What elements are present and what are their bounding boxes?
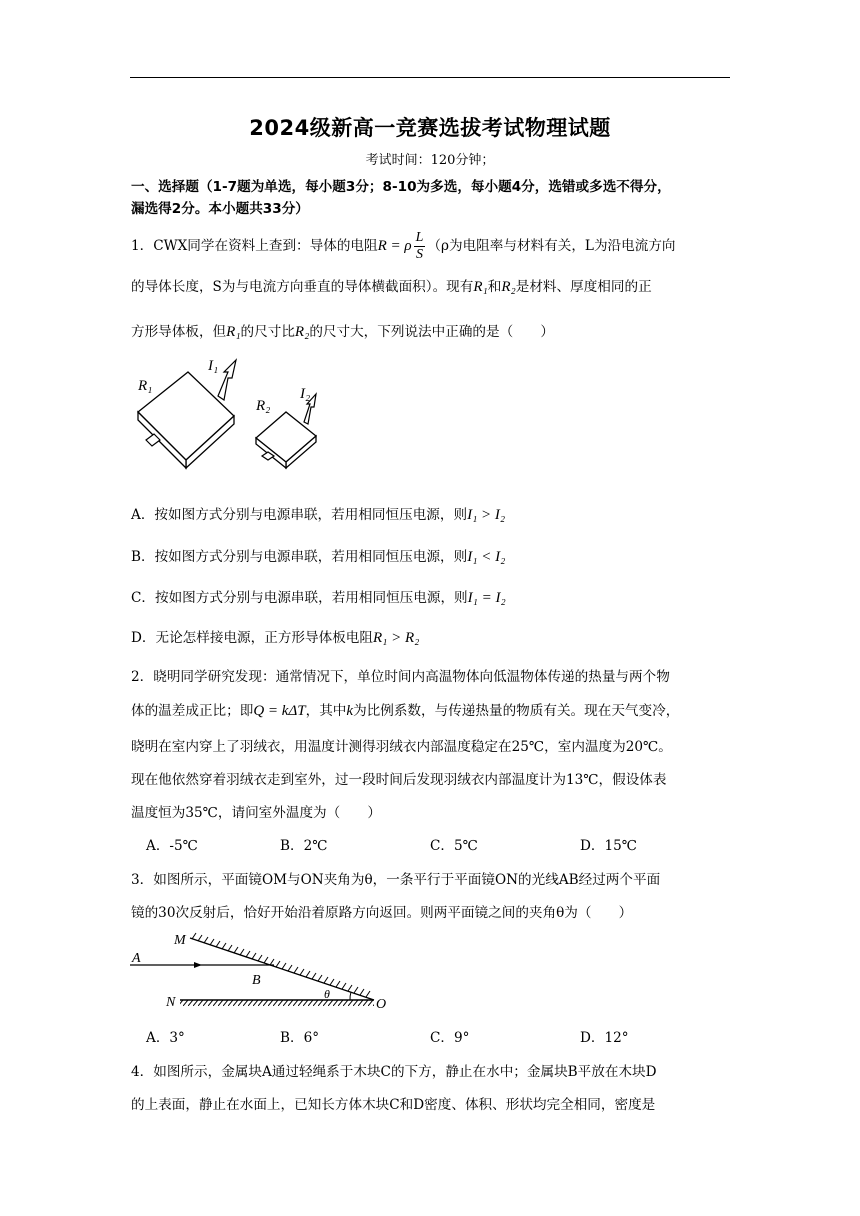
q1-line3-text-b: 的尺寸大，下列说法中正确的是（ ） [309, 324, 554, 340]
q1-line3 [131, 320, 554, 341]
q1-r2-symbol: R₂ [501, 279, 516, 295]
fig-r2-label: R₂ [256, 398, 271, 414]
q3-option-d: D．12° [580, 1030, 629, 1046]
q1-line2-text-a: 的导体长度，S为与电流方向垂直的导体横截面积）。现有 [131, 279, 474, 295]
q3-option-c: C．9° [430, 1030, 470, 1046]
fig-b-label: B [252, 973, 261, 988]
q1-option-a-text: A．按如图方式分别与电源串联，若用相同恒压电源，则 [131, 507, 468, 523]
section-heading-line1: 一、选择题（1-7题为单选，每小题3分；8-10为多选，每小题4分，选错或多选不得分， [131, 179, 671, 195]
q1-line2-text-b: 是材料、厚度相同的正 [515, 279, 652, 295]
q3-option-a: A．3° [146, 1030, 185, 1046]
fig-o-label: O [376, 997, 387, 1012]
ray-arrowhead [194, 962, 202, 968]
q1-line3-mid: 的尺寸比 [240, 324, 295, 340]
q1-option-b [131, 545, 505, 566]
q1-option-d-text: D．无论怎样接电源，正方形导体板电阻 [131, 630, 373, 646]
page-title: 2024级新高一竞赛选拔考试物理试题 [249, 116, 611, 140]
q1-line1 [131, 230, 676, 263]
exam-time: 考试时间：120分钟； [365, 153, 495, 168]
q1-r1-symbol: R₁ [473, 279, 488, 295]
q1-formula-lhs: R = ρ [377, 238, 412, 254]
q2-option-c: C．5℃ [430, 838, 478, 854]
q1-option-d-math: R₁ > R₂ [373, 630, 420, 646]
fig-n-label: N [166, 995, 176, 1010]
r1-plate-top [138, 372, 234, 460]
q1-text-a: 1．CWX同学在资料上查到：导体的电阻 [131, 238, 378, 254]
q1-r2-symbol-2: R₂ [294, 324, 310, 340]
fig-theta-label: θ [324, 987, 330, 1001]
q2-formula: Q = kΔT [253, 703, 306, 719]
q1-figure [128, 352, 328, 472]
q1-option-a-math: I₁ > I₂ [467, 507, 506, 523]
q2-line2-text-a: 体的温差成正比；即 [131, 703, 254, 719]
q2-line2-text-c: 为比例系数，与传递热量的物质有关。现在天气变冷， [353, 703, 680, 719]
q3-figure [128, 928, 398, 1016]
q4-line1: 4．如图所示，金属块A通过轻绳系于木块C的下方，静止在水中；金属块B平放在木块D [131, 1064, 657, 1080]
q4-line2: 的上表面，静止在水面上，已知长方体木块C和D密度、体积、形状均完全相同，密度是 [131, 1097, 656, 1113]
q2-option-d: D．15℃ [580, 838, 637, 854]
q3-option-b: B．6° [280, 1030, 320, 1046]
i1-arrow [218, 360, 236, 400]
fig-i2-label: I₂ [300, 386, 311, 402]
q1-option-a [131, 503, 505, 524]
fig-i1-label: I₁ [208, 358, 219, 374]
q1-option-b-text: B．按如图方式分别与电源串联，若用相同恒压电源，则 [131, 549, 468, 565]
q3-line2: 镜的30次反射后，恰好开始沿着原路方向返回。则两平面镜之间的夹角θ为（ ） [131, 905, 633, 921]
q1-line2 [131, 275, 652, 296]
fig-r1-label: R₁ [138, 378, 153, 394]
q1-option-b-math: I₁ < I₂ [467, 549, 506, 565]
q1-fraction-denominator: S [415, 247, 423, 262]
q2-option-b: B．2℃ [280, 838, 328, 854]
q2-line3: 晓明在室内穿上了羽绒衣，用温度计测得羽绒衣内部温度稳定在25℃，室内温度为20℃。 [131, 739, 672, 755]
fig-m-label: M [174, 933, 186, 948]
q1-r1-symbol-2: R₁ [226, 324, 241, 340]
q2-line5: 温度恒为35℃，请问室外温度为（ ） [131, 805, 382, 821]
q2-line1: 2．晓明同学研究发现：通常情况下，单位时间内高温物体向低温物体传递的热量与两个物 [131, 669, 670, 685]
q3-line1: 3．如图所示，平面镜OM与ON夹角为θ，一条平行于平面镜ON的光线AB经过两个平面 [131, 872, 661, 888]
q2-line2-text-b: ，其中 [305, 703, 347, 719]
q1-text-b: （ρ为电阻率与材料有关，L为沿电流方向 [427, 238, 676, 254]
fig-a-label: A [132, 951, 141, 966]
q1-option-c-math: I₁ = I₂ [467, 590, 506, 606]
q1-option-c [131, 586, 506, 607]
q2-k-symbol: k [346, 703, 354, 719]
q1-line2-mid: 和 [487, 279, 502, 295]
mirror-on-hatching [180, 1000, 374, 1006]
section-heading-line2: 漏选得2分。本小题共33分） [131, 201, 309, 217]
header-rule [130, 77, 730, 78]
theta-arc [350, 992, 351, 1000]
q1-option-c-text: C．按如图方式分别与电源串联，若用相同恒压电源，则 [131, 590, 468, 606]
q1-fraction-numerator: L [415, 230, 424, 245]
q1-option-d [131, 626, 419, 647]
q2-line4: 现在他依然穿着羽绒衣走到室外，过一段时间后发现羽绒衣内部温度计为13℃，假设体表 [131, 772, 667, 788]
q2-option-a: A．-5℃ [146, 838, 198, 854]
q1-formula-fraction [414, 230, 426, 263]
q2-line2 [131, 699, 679, 720]
q1-line3-text-a: 方形导体板，但 [131, 324, 227, 340]
